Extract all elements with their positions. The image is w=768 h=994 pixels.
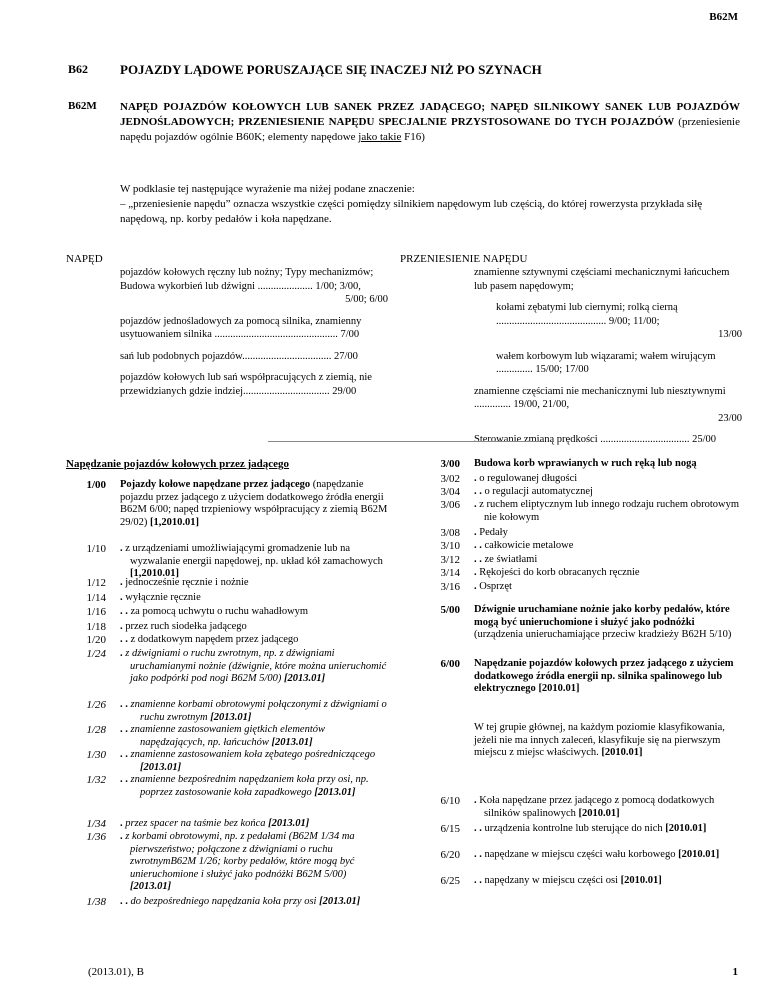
hierarchy-dots: . <box>120 592 126 603</box>
hierarchy-dots: . <box>120 831 126 842</box>
group-title-text: przez spacer na taśmie bez końca <box>125 818 269 829</box>
group-title-text: urządzenia kontrolne lub sterujące do nich <box>484 823 666 834</box>
group-entry <box>474 540 746 553</box>
index-left-entry <box>120 350 388 364</box>
group-entry <box>474 567 746 580</box>
hierarchy-dots: . . <box>120 896 131 907</box>
group-entry <box>120 818 388 831</box>
group-code: 1/26 <box>86 699 106 711</box>
group-code: 3/04 <box>440 486 460 498</box>
version-ref: [2013.01] <box>130 881 172 892</box>
hierarchy-dots: . <box>474 499 480 510</box>
group-title-text: za pomocą uchwytu o ruchu wahadłowym <box>130 606 309 617</box>
group-entry <box>120 592 388 605</box>
group-entry <box>120 634 388 647</box>
index-entry-tail: 13/00 <box>718 329 742 340</box>
group-title-bold: Napędzanie pojazdów kołowych przez jadącego z użyciem dodatkowego źródła energii np. silnika spalinowego lub elektrycznego <box>474 658 734 694</box>
footer-edition: (2013.01), B <box>88 966 144 978</box>
index-entry-text: wałem korbowym lub wiązarami; wałem wirującym .............. 15/00; 17/00 <box>496 350 716 375</box>
index-right-entry <box>474 301 742 342</box>
section-title: Napędzanie pojazdów kołowych przez jadącego <box>66 458 290 470</box>
group-code: 1/18 <box>86 621 106 633</box>
group-entry <box>474 823 746 836</box>
group-entry <box>120 831 388 894</box>
hierarchy-dots: . . <box>120 634 131 645</box>
version-ref: [2010.01] <box>601 747 643 758</box>
group-code: 1/20 <box>86 634 106 646</box>
group-entry <box>120 896 388 909</box>
group-title-text: z urządzeniami umożliwiającymi gromadzenie lub na wyzwalanie energii napędowej, np. układ kół zamachowych <box>125 543 383 567</box>
hierarchy-dots: . . <box>120 606 131 617</box>
group-code: 3/00 <box>440 458 460 470</box>
group-code: 6/10 <box>440 795 460 807</box>
group-title-text: Osprzęt <box>479 581 512 592</box>
index-entry-text: znamienne sztywnymi częściami mechanicznymi łańcuchem lub pasem napędowym; <box>474 267 730 292</box>
hierarchy-dots: . . <box>474 554 485 565</box>
version-ref: [2010.01] <box>538 683 580 694</box>
version-ref: [1,2010.01] <box>150 516 200 528</box>
index-left-heading: NAPĘD <box>66 253 103 265</box>
group-code: 1/16 <box>86 606 106 618</box>
group-code: 1/30 <box>86 749 106 761</box>
group-title-text: z ruchem eliptycznym lub innego rodzaju ruchem obrotowym nie kołowym <box>479 499 740 523</box>
group-code: 3/14 <box>440 567 460 579</box>
group-entry <box>120 543 388 581</box>
group-code: 1/12 <box>86 577 106 589</box>
index-entry-text: kołami zębatymi lub ciernymi; rolką cierną .......................................... 9/00; 11/00; <box>496 302 678 327</box>
version-ref: [1,2010.01] <box>130 568 179 579</box>
subclass-title-bold: NAPĘD POJAZDÓW KOŁOWYCH LUB SANEK PRZEZ JADĄCEGO; NAPĘD SILNIKOWY SANEK LUB POJAZDÓW JEDNOŚLADOWYCH; PRZENIESIENIE NAPĘDU SPECJALNIE PRZYSTOSOWANE DO TYCH POJAZDÓW <box>120 101 740 128</box>
group-code: 6/00 <box>440 658 460 670</box>
hierarchy-dots: . . <box>120 699 131 710</box>
version-ref: [2010.01] <box>578 807 620 819</box>
group-code: 3/16 <box>440 581 460 593</box>
group-entry <box>474 604 746 642</box>
hierarchy-dots: . . <box>474 540 485 551</box>
index-entry-text: Sterowanie zmianą prędkości .................................. 25/00 <box>474 434 717 445</box>
group-title-text: (urządzenia unieruchamiające przeciw kradzieży B62H 5/10) <box>474 629 732 640</box>
group-entry <box>120 606 388 619</box>
index-right-heading: PRZENIESIENIE NAPĘDU <box>400 253 528 265</box>
hierarchy-dots: . . <box>120 724 131 735</box>
footer-page-number: 1 <box>732 966 738 978</box>
section-divider <box>268 441 540 442</box>
group-code: 5/00 <box>440 604 460 616</box>
subclass-title <box>120 100 740 145</box>
group-title-bold: Dźwignie uruchamiane nożnie jako korby pedałów, które mogą być unieruchomione i służyć jako podnóżki <box>474 604 730 628</box>
group-code: 1/00 <box>86 479 106 491</box>
index-left-entry <box>120 315 388 342</box>
group-title-text: z dźwigniami o ruchu zwrotnym, np. z dźwigniami uruchamianymi nożnie (dźwignie, które można unieruchomić jako podpórki pod nogi B62M 5/00) <box>125 648 387 684</box>
group-code: 1/32 <box>86 774 106 786</box>
group-title-text: całkowicie metalowe <box>484 540 574 551</box>
group-entry <box>474 658 746 696</box>
group-code: 1/10 <box>86 543 106 555</box>
group-title-bold: Pojazdy kołowe napędzane przez jadącego <box>120 479 311 490</box>
group-entry <box>120 774 388 799</box>
index-left-column <box>120 266 388 406</box>
note-line-1: W podklasie tej następujące wyrażenie ma niżej podane znaczenie: <box>120 183 415 195</box>
group-entry <box>120 479 388 529</box>
group-code: 3/10 <box>440 540 460 552</box>
group-title-text: ze światłami <box>484 554 538 565</box>
group-title-text: znamienne bezpośrednim napędzaniem koła przy osi, np. poprzez zastosowanie koła zapadkowego <box>130 774 369 798</box>
index-right-entry <box>474 385 742 426</box>
group-entry <box>474 473 746 486</box>
version-ref: [2013.01] <box>319 896 361 907</box>
group-entry <box>120 577 388 590</box>
index-right-entry <box>474 350 742 377</box>
definition-note <box>120 182 740 227</box>
group-title-text: o regulowanej długości <box>479 473 578 484</box>
group-title-text: znamienne zastosowaniem giętkich elementów napędzających, np. łańcuchów <box>130 724 326 748</box>
group-title-text: Pedały <box>479 527 508 538</box>
group-code: 1/24 <box>86 648 106 660</box>
hierarchy-dots: . . <box>474 823 485 834</box>
subclass-title-ref-a: (przeniesienie napędu pojazdów ogólnie B60K; elementy napędowe <box>120 116 740 143</box>
group-code: 6/15 <box>440 823 460 835</box>
index-right-entry <box>474 433 742 447</box>
index-entry-text: pojazdów kołowych lub sań współpracujących z ziemią, nie przewidzianych gdzie indziej................................. 29/00 <box>120 372 372 397</box>
group-title-text: wyłącznie ręcznie <box>125 592 201 603</box>
group-code: 6/20 <box>440 849 460 861</box>
group-entry <box>120 724 388 749</box>
class-title: POJAZDY LĄDOWE PORUSZAJĄCE SIĘ INACZEJ NIŻ PO SZYNACH <box>120 62 542 77</box>
subclass-title-ref-b: F16) <box>401 131 425 143</box>
index-entry-text: znamienne częściami nie mechanicznymi lub niesztywnymi .............. 19/00, 21/00, <box>474 385 726 410</box>
index-entry-text: pojazdów jednośladowych za pomocą silnika, znamienny usytuowaniem silnika ............................................... 7/00 <box>120 315 362 340</box>
class-code: B62 <box>68 62 89 76</box>
version-ref: [2013.01] <box>283 673 326 684</box>
hierarchy-dots: . <box>120 621 126 632</box>
group-title-text: Rękojeści do korb obracanych ręcznie <box>479 567 640 578</box>
hierarchy-dots: . . <box>474 875 485 886</box>
group-title-text: znamienne korbami obrotowymi połączonymi z dźwigniami o ruchu zwrotnym <box>130 699 387 723</box>
hierarchy-dots: . <box>120 648 126 659</box>
group-entry <box>474 486 746 499</box>
group-entry <box>474 581 746 594</box>
index-right-column <box>474 266 742 455</box>
hierarchy-dots: . <box>474 527 480 538</box>
group-title-bold: Budowa korb wprawianych w ruch ręką lub nogą <box>474 458 697 469</box>
group-title-text: znamienne zastosowaniem koła zębatego pośredniczącego <box>130 749 376 760</box>
group-code: 6/25 <box>440 875 460 887</box>
hierarchy-dots: . <box>120 818 126 829</box>
version-ref: [2013.01] <box>210 711 252 723</box>
hierarchy-dots: . <box>474 795 480 806</box>
hierarchy-dots: . . <box>120 774 131 785</box>
index-right-entry <box>474 266 742 293</box>
hierarchy-dots: . <box>474 581 480 592</box>
group-title-text: jednocześnie ręcznie i nożnie <box>125 577 249 588</box>
group-title-text: o regulacji automatycznej <box>484 486 593 497</box>
version-ref: [2010.01] <box>665 823 707 834</box>
index-left-entry <box>120 266 388 307</box>
group-entry <box>474 458 746 471</box>
group-code: 3/12 <box>440 554 460 566</box>
group-entry <box>474 499 746 524</box>
group-title-text: do bezpośredniego napędzania koła przy osi <box>130 896 320 907</box>
group-code: 1/38 <box>86 896 106 908</box>
group-entry <box>120 621 388 634</box>
group-title-text: Koła napędzane przez jadącego z pomocą dodatkowych silników spalinowych <box>479 795 715 819</box>
index-entry-text: pojazdów kołowych ręczny lub nożny; Typy mechanizmów; Budowa wykorbień lub dźwigni ..................... 1/00; 3/00, <box>120 267 374 292</box>
version-ref: [2010.01] <box>620 875 662 886</box>
group-code: 3/02 <box>440 473 460 485</box>
index-entry-tail: 23/00 <box>718 412 742 424</box>
group-entry <box>120 648 388 686</box>
index-entry-tail: 5/00; 6/00 <box>345 294 388 305</box>
group-title-text: (napędzanie pojazdu przez jadącego z użyciem dodatkowego źródła energii B62M 6/00; napęd trzpieniowy współpracujący z ziemią B62M 29/02) <box>120 479 388 528</box>
group-entry <box>474 875 746 888</box>
subclass-code: B62M <box>68 100 97 112</box>
group-code: 1/34 <box>86 818 106 830</box>
group-entry <box>474 795 746 820</box>
page-header-code: B62M <box>709 11 738 23</box>
group-code: 1/36 <box>86 831 106 843</box>
hierarchy-dots: . <box>120 577 126 588</box>
index-left-entry <box>120 371 388 398</box>
group-title-text: przez ruch siodełka jadącego <box>125 621 247 632</box>
group-code: 3/08 <box>440 527 460 539</box>
group-note <box>474 722 740 760</box>
group-entry <box>120 749 388 774</box>
hierarchy-dots: . . <box>474 849 485 860</box>
group-code: 1/28 <box>86 724 106 736</box>
subclass-title-ref-underlined: jako takie <box>358 131 402 143</box>
version-ref: [2013.01] <box>268 818 310 829</box>
group-code: 1/14 <box>86 592 106 604</box>
hierarchy-dots: . <box>474 567 480 578</box>
group-code: 3/06 <box>440 499 460 511</box>
hierarchy-dots: . . <box>120 749 131 760</box>
group-entry <box>474 849 746 862</box>
group-title-text: z korbami obrotowymi, np. z pedałami (B62M 1/34 ma pierwszeństwo; połączone z dźwigniami o ruchu zwrotnymB62M 1/26; korby pedałów, które mogą być unieruchomione i służyć jako podnóżki B62M 5/00) <box>125 831 355 880</box>
group-title-text: napędzany w miejscu części osi <box>484 875 621 886</box>
index-entry-text: sań lub podobnych pojazdów.................................. 27/00 <box>120 350 358 362</box>
group-title-text: napędzane w miejscu części wału korbowego <box>484 849 679 860</box>
version-ref: [2010.01] <box>678 849 720 860</box>
version-ref: [2013.01] <box>140 761 182 773</box>
version-ref: [2013.01] <box>271 736 313 748</box>
group-entry <box>474 554 746 567</box>
hierarchy-dots: . <box>474 473 480 484</box>
group-entry <box>474 527 746 540</box>
group-entry <box>120 699 388 724</box>
hierarchy-dots: . . <box>474 486 485 497</box>
note-line-2: – „przeniesienie napędu” oznacza wszystkie części pomiędzy silnikiem napędowym lub częścią, do której rowerzysta przykłada siłę napędową, np. korby pedałów i koła napędzane. <box>120 198 703 225</box>
hierarchy-dots: . <box>120 543 126 554</box>
group-note-text: W tej grupie głównej, na każdym poziomie klasyfikowania, jeżeli nie ma innych zaleceń, klasyfikuje się na pierwszym miejscu z miejsc właściwych. <box>474 722 725 758</box>
group-title-text: z dodatkowym napędem przez jadącego <box>130 634 299 645</box>
version-ref: [2013.01] <box>314 786 356 798</box>
